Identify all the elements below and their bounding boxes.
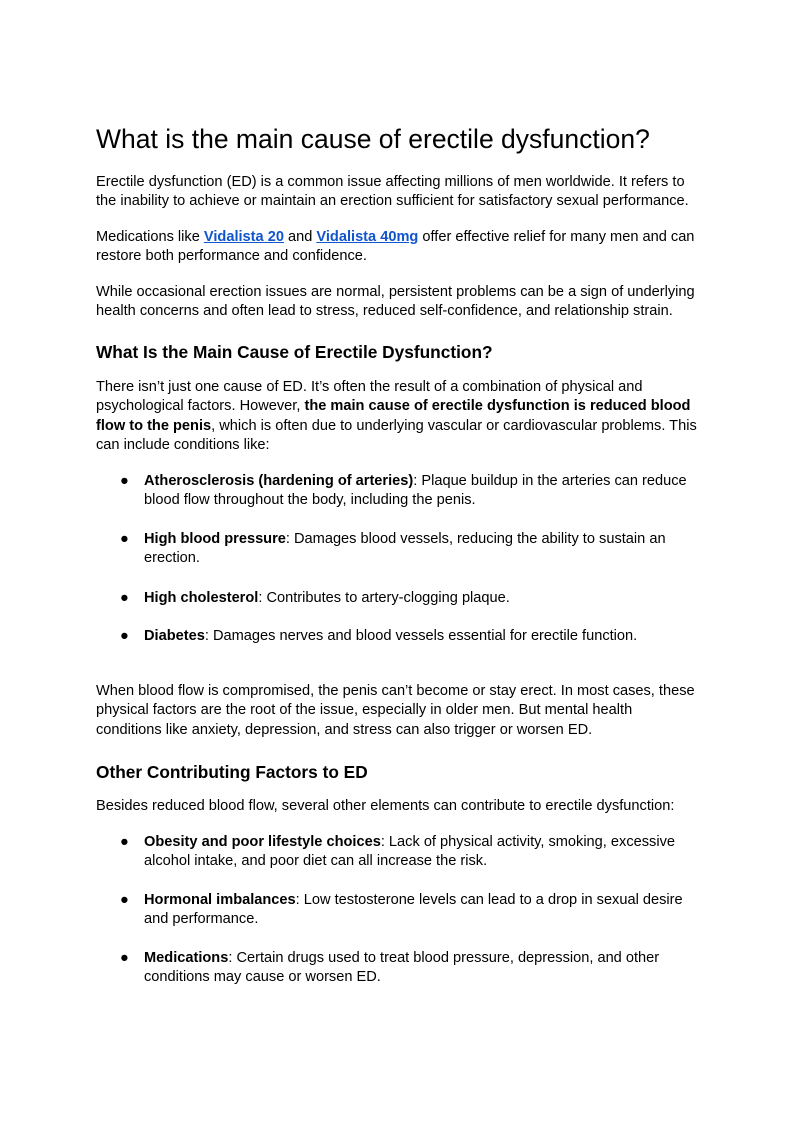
list-item-desc: : Certain drugs used to treat blood pressure, depression, and other conditions may cause or worsen ED. [144, 950, 660, 986]
bullet-icon: ● [120, 590, 129, 606]
bullet-icon: ● [120, 892, 129, 908]
section-heading-other-factors: Other Contributing Factors to ED [96, 762, 368, 782]
bullet-icon: ● [120, 628, 129, 644]
main-cause-bold: the main cause of erectile dysfunction is reduced blood flow to the penis [96, 398, 691, 434]
intro-paragraph-3: While occasional erection issues are normal, persistent problems can be a sign of underlying health concerns and often lead to stress, reduced self-confidence, and relationship strain. [96, 284, 695, 320]
list-item-desc: : Low testosterone levels can lead to a drop in sexual desire and performance. [144, 892, 683, 928]
list-item-desc: : Lack of physical activity, smoking, excessive alcohol intake, and poor diet can all increase the risk. [144, 834, 675, 870]
list-item-desc: : Damages blood vessels, reducing the ability to sustain an erection. [144, 531, 666, 567]
section-heading-main-cause: What Is the Main Cause of Erectile Dysfunction? [96, 342, 493, 362]
list-item-desc: : Plaque buildup in the arteries can reduce blood flow throughout the body, including the penis. [144, 473, 687, 509]
list-item-term: Atherosclerosis (hardening of arteries) [144, 473, 414, 489]
bullet-icon: ● [120, 473, 129, 489]
closing-paragraph: When blood flow is compromised, the penis can’t become or stay erect. In most cases, these physical factors are the root of the issue, especially in older men. But mental health conditions like anxiety, depression, and stress can also trigger or worsen ED. [96, 683, 695, 738]
list-item-text [144, 891, 694, 930]
main-cause-before: There isn’t just one cause of ED. It’s often the result of a combination of physical and psychological factors. However, [96, 379, 643, 415]
list-item-term: High cholesterol [144, 590, 259, 606]
list-item-text [144, 833, 694, 872]
list-item-text [144, 530, 694, 569]
other-factors-intro: Besides reduced blood flow, several other elements can contribute to erectile dysfunction: [96, 798, 675, 814]
bullet-icon: ● [120, 950, 129, 966]
list-item-desc: : Damages nerves and blood vessels essential for erectile function. [204, 628, 638, 644]
list-item-term: Medications [144, 950, 229, 966]
bullet-icon: ● [120, 531, 129, 547]
list-item-term: Diabetes [144, 628, 205, 644]
list-item-text [144, 589, 694, 608]
main-cause-after: , which is often due to underlying vascular or cardiovascular problems. This can include conditions like: [96, 417, 697, 454]
vidalista-40mg-link[interactable]: Vidalista 40mg [316, 229, 419, 245]
list-item-text [144, 472, 694, 511]
list-item-term: Hormonal imbalances [144, 892, 296, 908]
list-item-desc: : Contributes to artery-clogging plaque. [258, 590, 510, 606]
main-cause-paragraph [96, 378, 700, 456]
intro-p2-before: Medications like [96, 229, 204, 245]
intro-paragraph-1: Erectile dysfunction (ED) is a common issue affecting millions of men worldwide. It refers to the inability to achieve or maintain an erection sufficient for satisfactory sexual performance. [96, 174, 689, 210]
vidalista-20-link[interactable]: Vidalista 20 [203, 229, 284, 245]
intro-p2-mid: and [283, 229, 317, 245]
page-title: What is the main cause of erectile dysfunction? [96, 124, 650, 154]
list-item-text [144, 627, 694, 646]
list-item-text [144, 949, 694, 988]
intro-p2-after: offer effective relief for many men and can restore both performance and confidence. [96, 229, 695, 265]
list-item-term: Obesity and poor lifestyle choices [144, 834, 381, 850]
bullet-icon: ● [120, 834, 129, 850]
intro-paragraph-2 [96, 228, 700, 267]
list-item-term: High blood pressure [144, 531, 286, 547]
